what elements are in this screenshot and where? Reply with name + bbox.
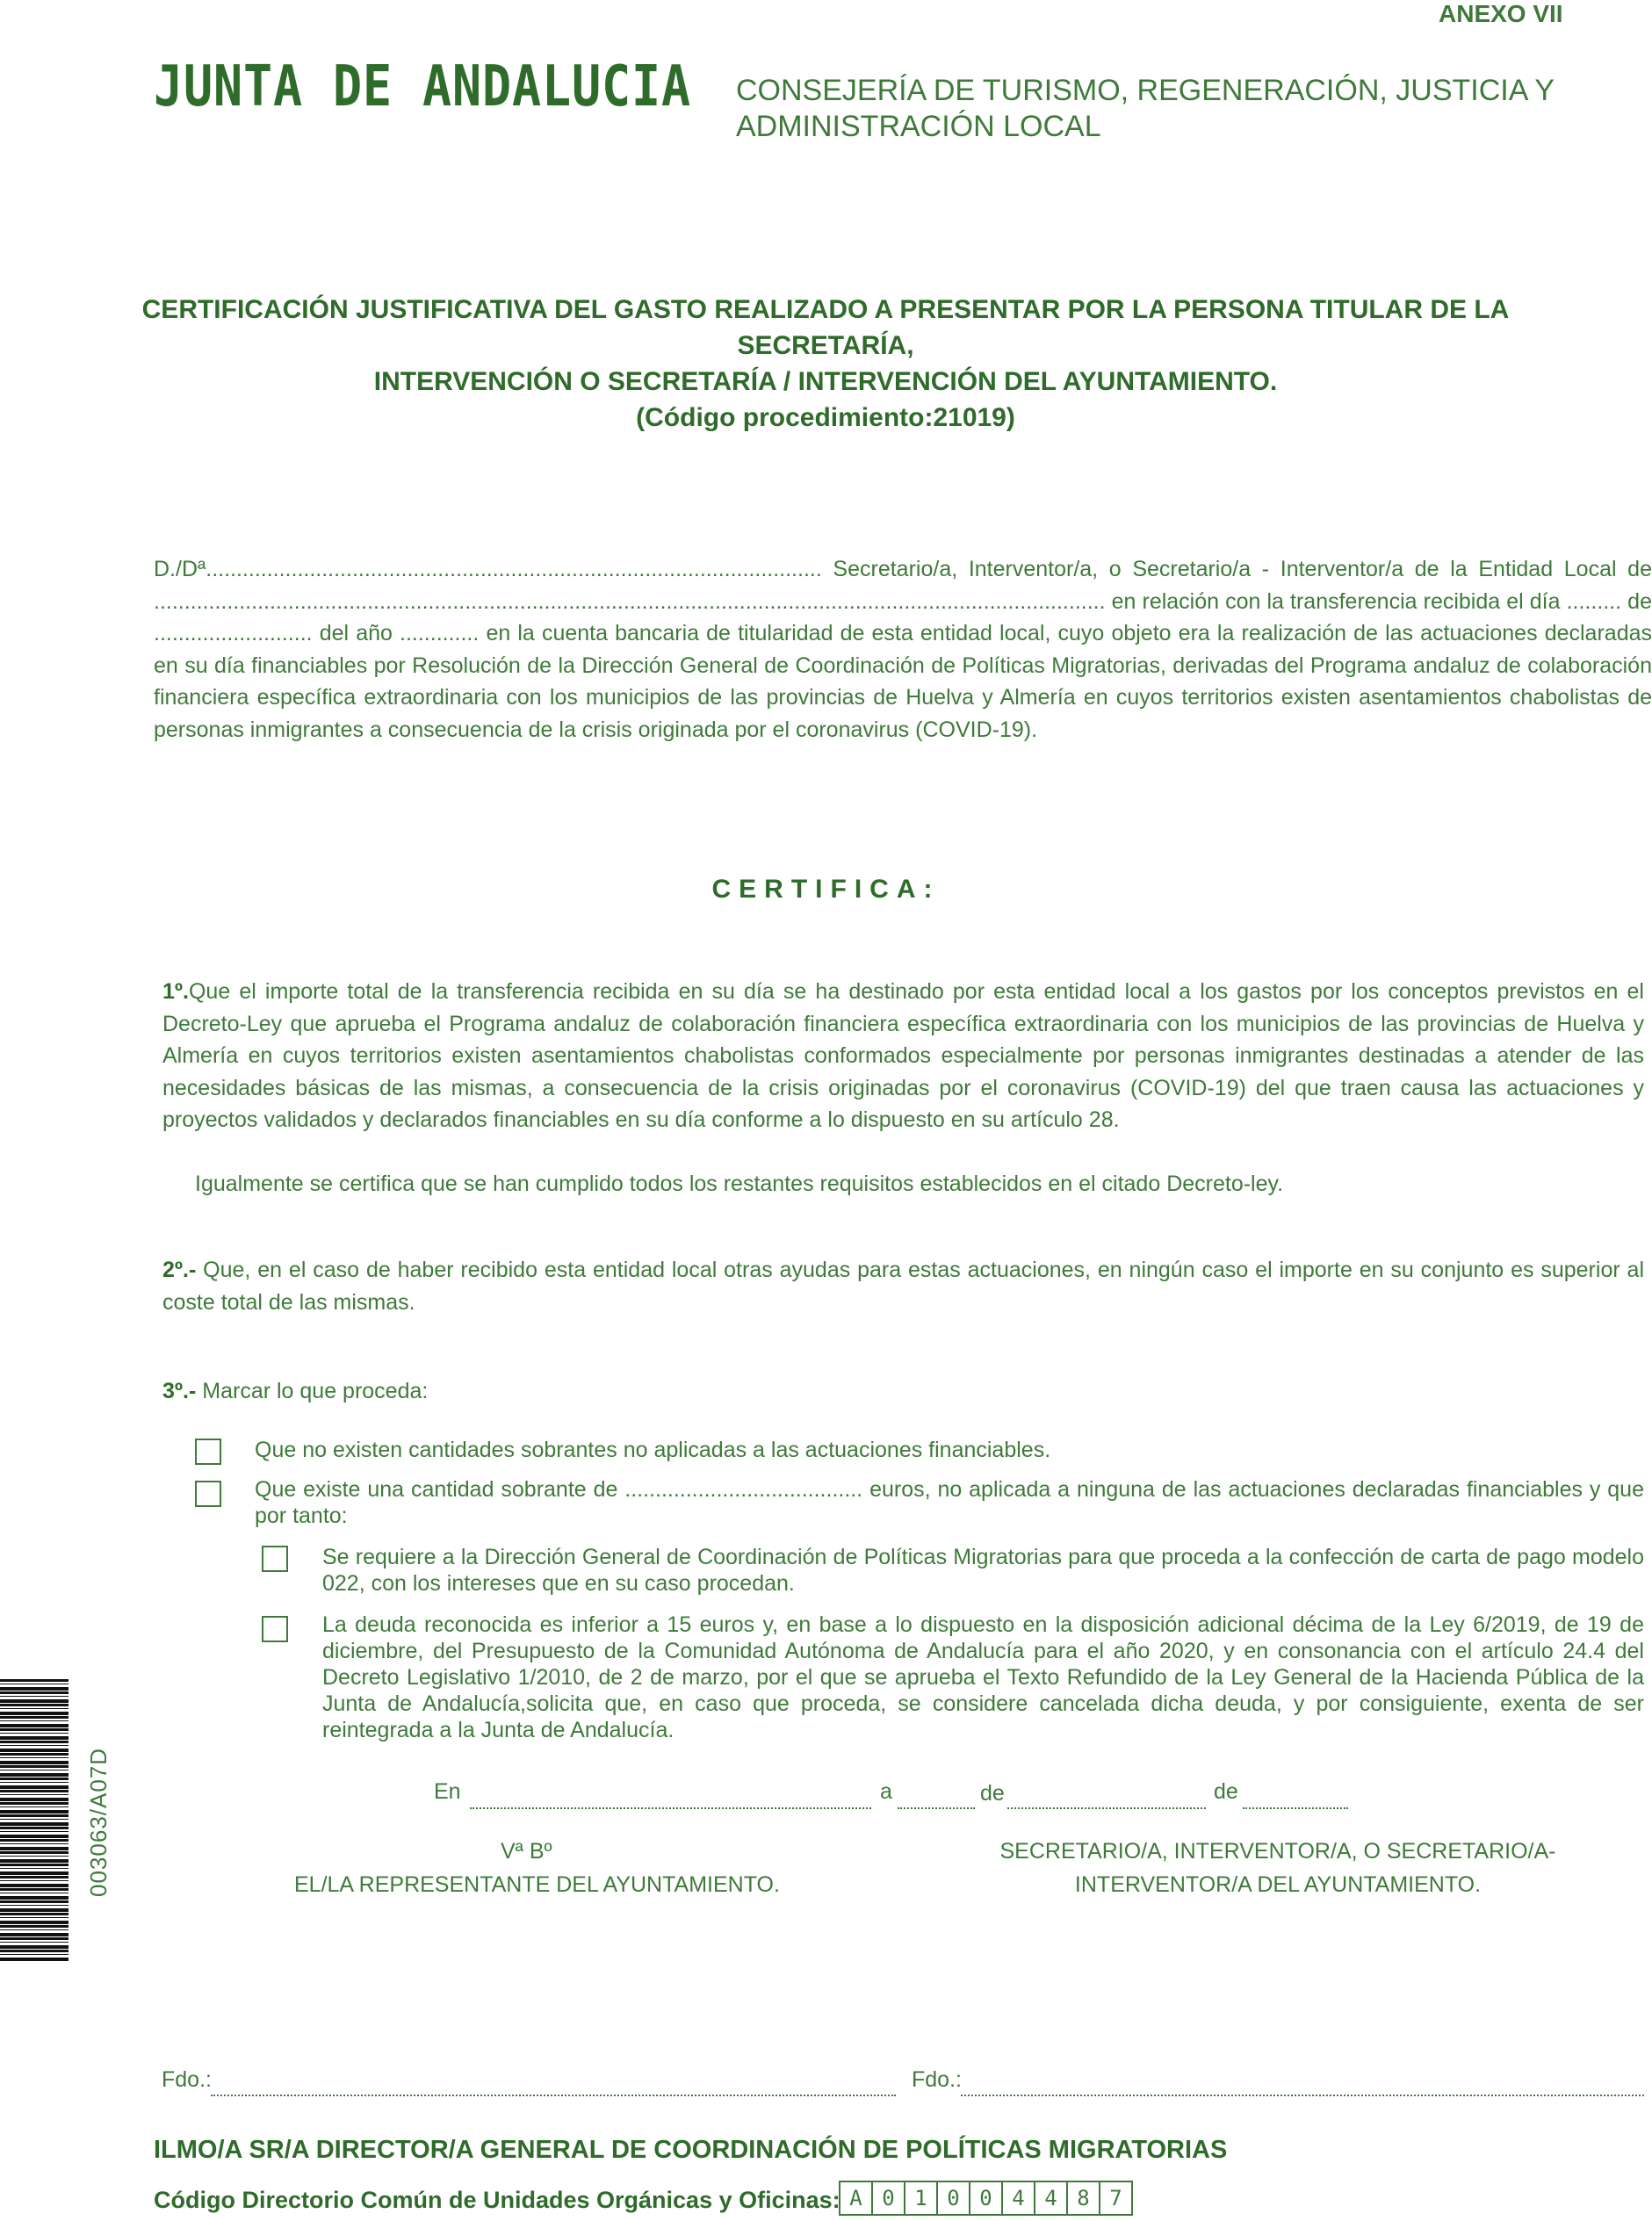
right-role-line-1: SECRETARIO/A, INTERVENTOR/A, O SECRETARIO/A- [999,1839,1556,1864]
date-en-label: En [434,1779,461,1804]
title-line-2: INTERVENCIÓN O SECRETARÍA / INTERVENCIÓN DEL AYUNTAMIENTO. [373,367,1278,396]
date-de-label-1: de [980,1781,1005,1806]
item-1-number: 1º. [162,979,189,1004]
code-char: 0 [873,2182,905,2214]
code-char: A [840,2182,873,2214]
code-char: 4 [1003,2182,1035,2214]
item-3 [162,1375,953,1408]
item-1-also: Igualmente se certifica que se han cumplido todos los restantes requisitos establecidos en el citado Decreto-ley. [195,1172,1284,1196]
code-char: 0 [938,2182,970,2214]
date-de-label-2: de [1214,1779,1238,1804]
fdo-left-label: Fdo.: [162,2067,212,2092]
option-1-checkbox[interactable] [195,1439,221,1465]
left-signer-role: EL/LA REPRESENTANTE DEL AYUNTAMIENTO. [294,1872,780,1897]
item-2-text: Que, en el caso de haber recibido esta entidad local otras ayudas para estas actuaciones, en ningún caso el importe en su conjunto es superior al coste total de las mismas. [162,1258,1644,1315]
department-name [736,73,1597,145]
date-a-label: a [880,1779,892,1804]
visto-bueno-label: Vª Bº [501,1839,552,1864]
intro-paragraph: D./Dª..................................................................................................... Secretario/a, Interventor/a, o Secretario/a - Interventor/a de la Entidad Local de ............................................................................................................................................................ en relación con la transferencia recibida el día ......... de .......................... del año ............. en la cuenta bancaria de titularidad de esta entidad local, cuyo objeto era la realización de las actuaciones declaradas en su día financiables por Resolución de la Dirección General de Coordinación de Políticas Migratorias, derivadas del Programa andaluz de colaboración financiera específica extraordinaria con los municipios de las provincias de Huelva y Almería en cuyos territorios existen asentamientos chabolistas de personas inmigrantes a consecuencia de la crisis originada por el coronavirus (COVID-19). [154,557,1652,742]
title-line-1: CERTIFICACIÓN JUSTIFICATIVA DEL GASTO REALIZADO A PRESENTAR POR LA PERSONA TITULAR DE LA SECRETARÍA, [141,295,1510,360]
title-procedure-code: (Código procedimiento:21019) [636,403,1015,432]
right-signer-role [949,1838,1607,1898]
addressee: ILMO/A SR/A DIRECTOR/A GENERAL DE COORDINACIÓN DE POLÍTICAS MIGRATORIAS [154,2136,1228,2164]
directory-code-label: Código Directorio Común de Unidades Orgánicas y Oficinas: [154,2187,840,2213]
junta-logo: JUNTA DE ANDALUCIA [154,54,691,119]
item-2-number: 2º.- [162,1258,197,1282]
item-2 [162,1254,1644,1318]
item-3-text: Marcar lo que proceda: [196,1379,429,1403]
item-3-number: 3º.- [162,1379,197,1403]
sub-option-2-text: La deuda reconocida es inferior a 15 euros y, en base a lo dispuesto en la disposición adicional décima de la Ley 6/2019, de 19 de diciembre, del Presupuesto de la Comunidad Autónoma de Andalucía para el año 2020, y en consonancia con el artículo 24.4 del Decreto Legislativo 1/2010, de 2 de marzo, por el que se aprueba el Texto Refundido de la Ley General de la Hacienda Pública de la Junta de Andalucía,solicita que, en caso que proceda, se considere cancelada dicha deuda, y por consiguiente, exenta de ser reintegrada a la Junta de Andalucía. [322,1612,1644,1742]
date-day-field[interactable] [898,1807,975,1809]
option-2-checkbox[interactable] [195,1481,221,1507]
department-line-1: CONSEJERÍA DE TURISMO, REGENERACIÓN, JUSTICIA Y [736,74,1555,107]
item-1 [162,976,1644,1136]
sub-option-2-checkbox[interactable] [262,1616,288,1642]
option-2-text: Que existe una cantidad sobrante de ....................................... euros, no aplicada a ninguna de las actuaciones declaradas financiables y que por tanto: [255,1477,1644,1528]
document-title [141,292,1511,436]
date-place-field[interactable] [470,1807,871,1809]
date-year-field[interactable] [1243,1807,1348,1809]
code-char: 8 [1068,2182,1100,2214]
code-char: 4 [1035,2182,1068,2214]
fdo-right-field[interactable] [961,2095,1644,2096]
directory-code-boxes [839,2181,1133,2216]
code-char: 1 [905,2182,938,2214]
barcode [0,1679,69,1962]
fdo-right-label: Fdo.: [912,2067,962,2092]
sub-option-1-text: Se requiere a la Dirección General de Coordinación de Políticas Migratorias para que proceda a la confección de carta de pago modelo 022, con los intereses que en su caso procedan. [322,1545,1644,1596]
option-1-text: Que no existen cantidades sobrantes no aplicadas a las actuaciones financiables. [255,1438,1051,1462]
department-line-2: ADMINISTRACIÓN LOCAL [736,110,1101,143]
code-char: 7 [1109,2186,1122,2210]
code-char: 0 [970,2182,1003,2214]
side-form-code: 003063/A07D [85,1747,112,1897]
certifica-heading: CERTIFICA: [711,875,941,904]
item-1-text: Que el importe total de la transferencia recibida en su día se ha destinado por esta entidad local a los gastos por los conceptos previstos en el Decreto-Ley que aprueba el Programa andaluz de colaboración financiera específica extraordinaria con los municipios de las provincias de Huelva y Almería en cuyos territorios existen asentamientos chabolistas conformados especialmente por personas inmigrantes destinadas a atender de las necesidades básicas de las mismas, a consecuencia de la crisis originadas por el coronavirus (COVID-19) del que traen causa las actuaciones y proyectos validados y declarados financiables en su día conforme a lo dispuesto en su artículo 28. [162,979,1644,1132]
annex-label: ANEXO VII [1439,0,1563,27]
sub-option-1-checkbox[interactable] [262,1546,288,1572]
right-role-line-2: INTERVENTOR/A DEL AYUNTAMIENTO. [1074,1872,1482,1897]
fdo-left-field[interactable] [211,2095,896,2096]
date-month-field[interactable] [1007,1807,1206,1809]
